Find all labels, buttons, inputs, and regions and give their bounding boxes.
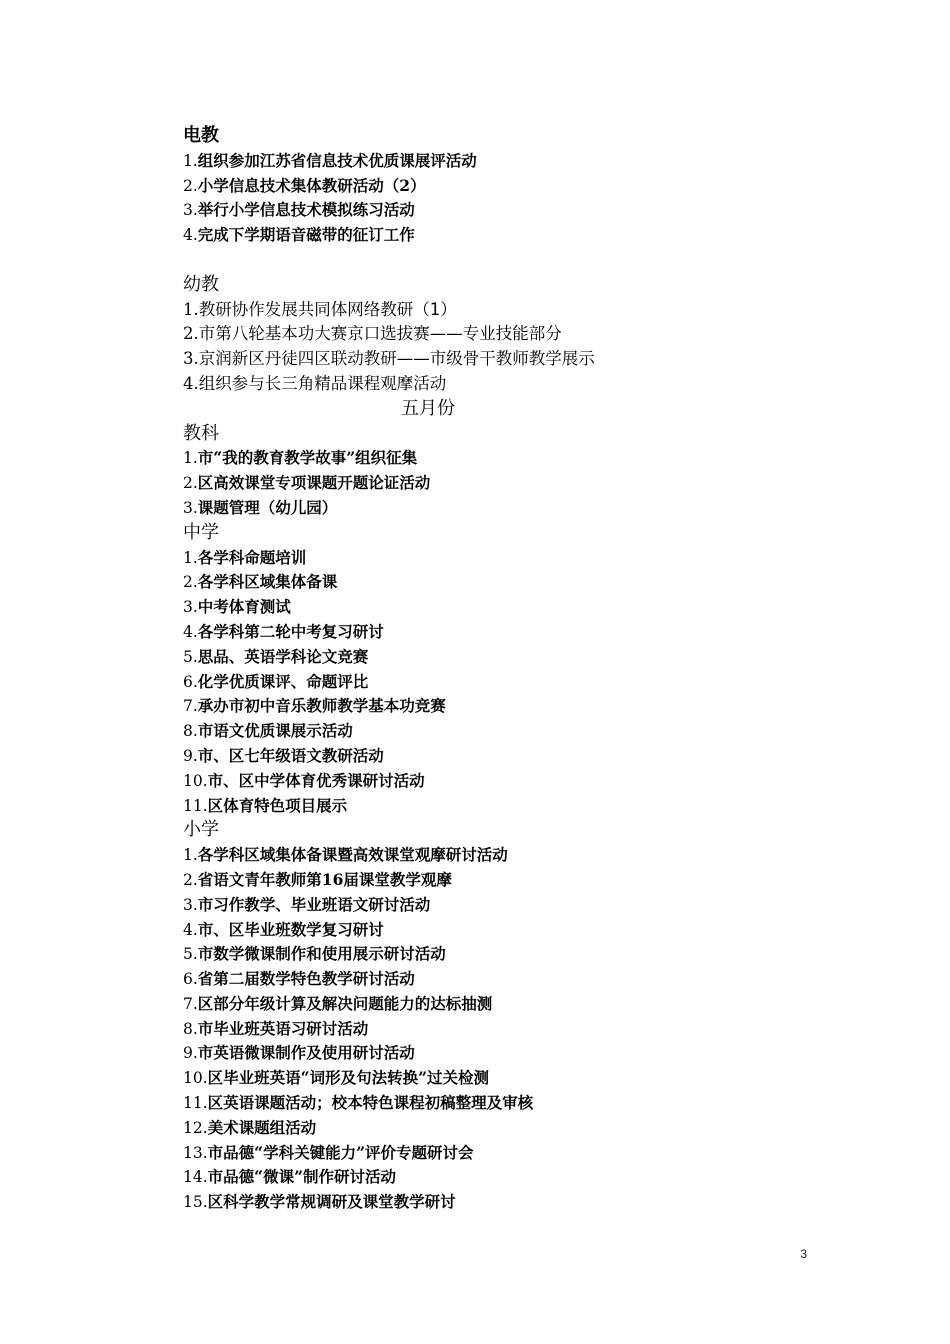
list-item: 5.市数学微课制作和使用展示研讨活动 bbox=[183, 944, 446, 964]
section-heading-xiaoxue: 小学 bbox=[183, 819, 219, 841]
section-heading-zhongxue: 中学 bbox=[183, 521, 219, 543]
list-item: 8.市语文优质课展示活动 bbox=[183, 721, 353, 741]
list-item: 2.市第八轮基本功大赛京口选拔赛——专业技能部分 bbox=[183, 324, 562, 344]
list-item: 1.各学科命题培训 bbox=[183, 547, 307, 567]
month-title: 五月份 bbox=[401, 397, 455, 419]
page-number: 3 bbox=[800, 1247, 807, 1261]
section-list-zhongxue bbox=[183, 546, 883, 819]
list-item: 14.市品德“微课”制作研讨活动 bbox=[183, 1167, 396, 1187]
list-item: 2.小学信息技术集体教研活动（2） bbox=[183, 175, 426, 195]
list-item: 5.思品、英语学科论文竞赛 bbox=[183, 646, 369, 666]
list-item: 2.区高效课堂专项课题开题论证活动 bbox=[183, 473, 431, 493]
list-item: 4.完成下学期语音磁带的征订工作 bbox=[183, 225, 415, 245]
list-item: 9.市、区七年级语文教研活动 bbox=[183, 745, 384, 765]
list-item: 3.中考体育测试 bbox=[183, 597, 291, 617]
list-item: 3.课题管理（幼儿园） bbox=[183, 497, 338, 517]
section-heading-jiaoke: 教科 bbox=[183, 422, 219, 444]
list-item: 2.省语文青年教师第16届课堂教学观摩 bbox=[183, 869, 452, 889]
list-item: 7.承办市初中音乐教师教学基本功竞赛 bbox=[183, 696, 446, 716]
list-item: 1.组织参加江苏省信息技术优质课展评活动 bbox=[183, 150, 477, 170]
list-item: 2.各学科区域集体备课 bbox=[183, 572, 338, 592]
section-list-dianjiao bbox=[183, 149, 883, 248]
list-item: 12.美术课题组活动 bbox=[183, 1117, 317, 1137]
list-item: 10.市、区中学体育优秀课研讨活动 bbox=[183, 770, 425, 790]
list-item: 11.区体育特色项目展示 bbox=[183, 795, 348, 815]
list-item: 9.市英语微课制作及使用研讨活动 bbox=[183, 1043, 415, 1063]
list-item: 13.市品德“学科关键能力”评价专题研讨会 bbox=[183, 1142, 474, 1162]
list-item: 11.区英语课题活动；校本特色课程初稿整理及审核 bbox=[183, 1093, 534, 1113]
list-item: 1.各学科区域集体备课暨高效课堂观摩研讨活动 bbox=[183, 845, 508, 865]
list-item: 6.省第二届数学特色教学研讨活动 bbox=[183, 969, 415, 989]
section-list-xiaoxue bbox=[183, 843, 883, 1215]
list-item: 4.各学科第二轮中考复习研讨 bbox=[183, 621, 384, 641]
section-list-youjiao bbox=[183, 298, 883, 397]
list-item: 3.京润新区丹徒四区联动教研——市级骨干教师教学展示 bbox=[183, 349, 595, 369]
section-heading-dianjiao: 电教 bbox=[183, 125, 219, 146]
section-heading-youjiao: 幼教 bbox=[183, 273, 219, 295]
list-item: 10.区毕业班英语“词形及句法转换”过关检测 bbox=[183, 1068, 489, 1088]
section-list-jiaoke bbox=[183, 446, 883, 520]
blank-line bbox=[183, 248, 883, 273]
list-item: 8.市毕业班英语习研讨活动 bbox=[183, 1018, 369, 1038]
document-body bbox=[183, 124, 883, 1215]
list-item: 3.举行小学信息技术模拟练习活动 bbox=[183, 200, 415, 220]
list-item: 15.区科学教学常规调研及课堂教学研讨 bbox=[183, 1192, 456, 1212]
list-item: 7.区部分年级计算及解决问题能力的达标抽测 bbox=[183, 993, 493, 1013]
list-item: 6.化学优质课评、命题评比 bbox=[183, 671, 369, 691]
list-item: 1.教研协作发展共同体网络教研（1） bbox=[183, 299, 457, 319]
list-item: 1.市“我的教育教学故事”组织征集 bbox=[183, 448, 418, 468]
list-item: 4.市、区毕业班数学复习研讨 bbox=[183, 919, 384, 939]
list-item: 3.市习作教学、毕业班语文研讨活动 bbox=[183, 894, 431, 914]
list-item: 4.组织参与长三角精品课程观摩活动 bbox=[183, 373, 447, 393]
